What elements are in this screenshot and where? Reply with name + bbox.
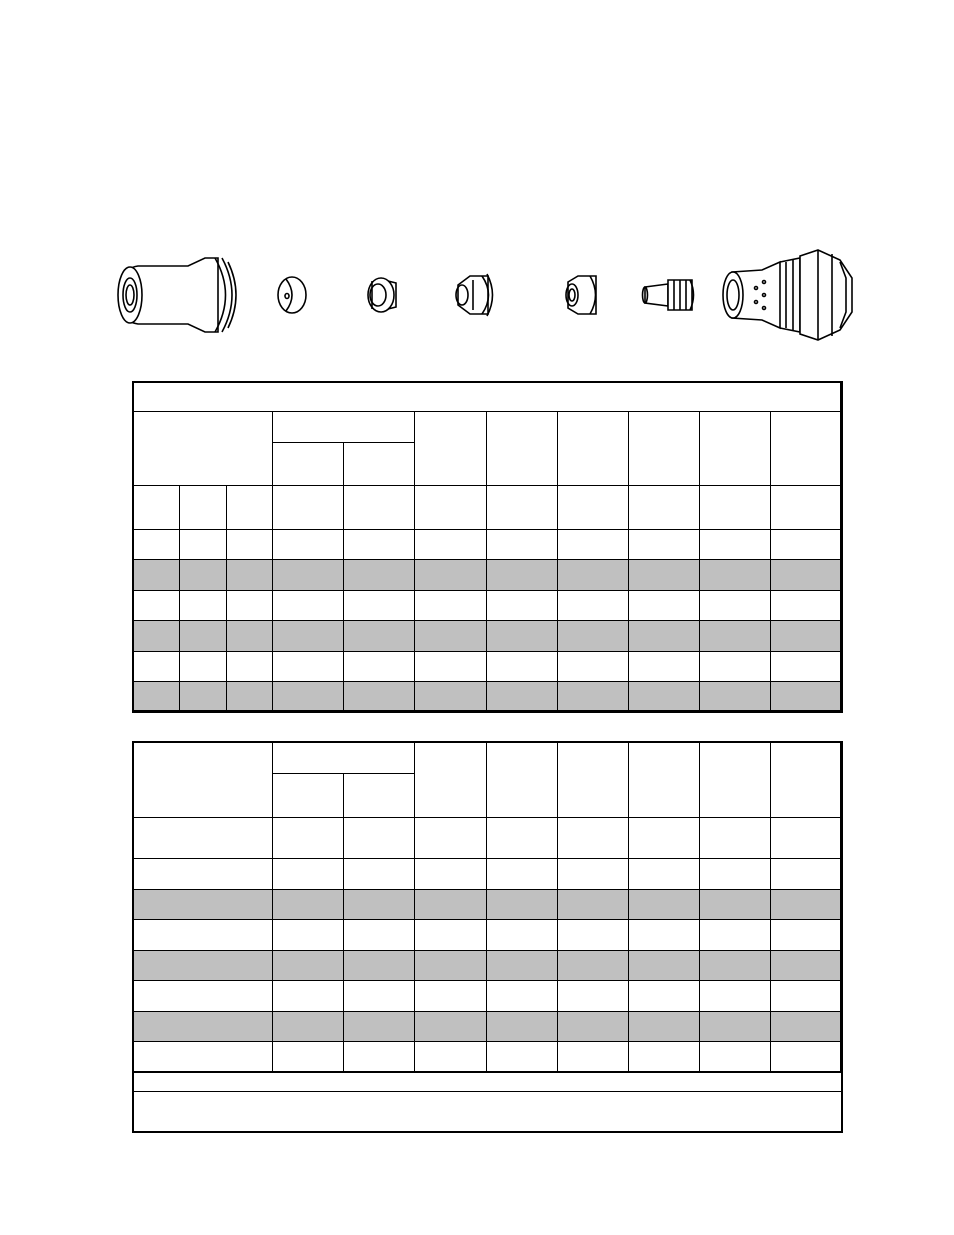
- header-cell: [414, 742, 486, 817]
- table-title: [133, 382, 842, 411]
- table-cell: [628, 559, 699, 590]
- table-cell: [133, 980, 272, 1011]
- consumable-parts-illustration: [0, 0, 954, 360]
- table-cell: [770, 651, 841, 681]
- torch-head-drawing: [723, 250, 852, 340]
- header-cell: [699, 411, 770, 485]
- table-cell: [272, 651, 343, 681]
- table-cell: [414, 620, 486, 651]
- header-cell: [272, 442, 343, 485]
- header-cell: [557, 742, 628, 817]
- table-cell: [226, 559, 272, 590]
- header-cell: [343, 485, 414, 529]
- table-cell: [179, 590, 226, 620]
- table-title-row: [133, 382, 842, 411]
- table-cell: [628, 817, 699, 858]
- table-row-shaded: [133, 620, 842, 651]
- table-cell: [343, 889, 414, 919]
- table-cell: [226, 529, 272, 559]
- table-cell: [770, 681, 841, 711]
- table-cell: [486, 529, 557, 559]
- table-cell: [699, 559, 770, 590]
- shield-cap-drawing: [118, 258, 236, 332]
- table-cell: [557, 919, 628, 950]
- header-row: [133, 742, 842, 773]
- header-cell: [770, 411, 841, 485]
- table-cell: [272, 889, 343, 919]
- header-cell: [699, 485, 770, 529]
- table-cell: [699, 590, 770, 620]
- table-cell: [770, 950, 841, 980]
- table-cell: [343, 651, 414, 681]
- table-cell: [133, 817, 272, 858]
- header-cell: [699, 742, 770, 817]
- table-cell: [414, 889, 486, 919]
- table-cell: [133, 559, 179, 590]
- lower-specification-table: [132, 741, 843, 1073]
- table-cell: [770, 559, 841, 590]
- table-cell: [486, 559, 557, 590]
- header-cell: [272, 773, 343, 817]
- table-cell: [272, 559, 343, 590]
- table-cell: [272, 858, 343, 889]
- table-cell: [770, 889, 841, 919]
- table-cell: [272, 1041, 343, 1072]
- table-cell: [486, 590, 557, 620]
- header-cell: [486, 485, 557, 529]
- header-cell: [133, 485, 179, 529]
- note-row-2: [133, 1092, 842, 1132]
- table-cell: [179, 681, 226, 711]
- table-cell: [628, 529, 699, 559]
- table-row-shaded: [133, 889, 842, 919]
- table-cell: [179, 651, 226, 681]
- table-cell: [628, 858, 699, 889]
- header-cell: [770, 485, 841, 529]
- table-cell: [557, 681, 628, 711]
- table-cell: [133, 620, 179, 651]
- table-cell: [699, 817, 770, 858]
- table-cell: [486, 950, 557, 980]
- table-cell: [699, 529, 770, 559]
- table-row: [133, 590, 842, 620]
- table-cell: [179, 620, 226, 651]
- table-cell: [343, 858, 414, 889]
- table-cell: [699, 980, 770, 1011]
- electrode-drawing: [643, 280, 694, 310]
- table-cell: [699, 858, 770, 889]
- table-cell: [699, 651, 770, 681]
- header-cell: [133, 742, 272, 817]
- note-row-1: [133, 1073, 842, 1092]
- table-cell: [179, 529, 226, 559]
- header-cell: [414, 485, 486, 529]
- table-row-shaded: [133, 559, 842, 590]
- table-cell: [343, 1041, 414, 1072]
- table-cell: [414, 1011, 486, 1041]
- header-row: [133, 485, 842, 529]
- table-cell: [272, 1011, 343, 1041]
- header-cell: [343, 773, 414, 817]
- table-cell: [557, 817, 628, 858]
- table-cell: [770, 620, 841, 651]
- upper-specification-table: [132, 381, 843, 713]
- table-cell: [699, 1011, 770, 1041]
- table-cell: [272, 980, 343, 1011]
- header-cell: [226, 485, 272, 529]
- table-cell: [557, 889, 628, 919]
- table-row-shaded: [133, 950, 842, 980]
- header-cell: [414, 411, 486, 485]
- header-cell: [272, 485, 343, 529]
- table-cell: [770, 529, 841, 559]
- header-cell: [770, 742, 841, 817]
- table-cell: [343, 590, 414, 620]
- header-cell: [272, 742, 414, 773]
- table-cell: [343, 980, 414, 1011]
- table-cell: [699, 889, 770, 919]
- table-cell: [414, 590, 486, 620]
- table-row: [133, 1041, 842, 1072]
- table-cell: [628, 950, 699, 980]
- table-cell: [486, 858, 557, 889]
- retaining-cap-drawing: [368, 278, 396, 312]
- table-cell: [272, 681, 343, 711]
- table-cell: [628, 590, 699, 620]
- table-cell: [486, 889, 557, 919]
- table-cell: [414, 817, 486, 858]
- table-cell: [699, 1041, 770, 1072]
- table-cell: [414, 681, 486, 711]
- table-cell: [486, 817, 557, 858]
- table-cell: [414, 529, 486, 559]
- table-cell: [486, 919, 557, 950]
- table-cell: [343, 919, 414, 950]
- table-cell: [343, 1011, 414, 1041]
- table-cell: [557, 950, 628, 980]
- header-cell: [133, 411, 272, 485]
- header-cell: [557, 411, 628, 485]
- table-cell: [557, 1041, 628, 1072]
- table-cell: [557, 590, 628, 620]
- table-cell: [486, 1041, 557, 1072]
- table-row: [133, 529, 842, 559]
- table-row: [133, 980, 842, 1011]
- table-cell: [272, 590, 343, 620]
- header-cell: [272, 411, 414, 442]
- table-cell: [414, 559, 486, 590]
- table-cell: [272, 529, 343, 559]
- table-cell: [133, 889, 272, 919]
- table-cell: [133, 919, 272, 950]
- table-cell: [557, 559, 628, 590]
- table-cell: [226, 681, 272, 711]
- header-row: [133, 817, 842, 858]
- table-cell: [557, 858, 628, 889]
- table-row: [133, 651, 842, 681]
- table-cell: [343, 529, 414, 559]
- table-cell: [557, 529, 628, 559]
- table-cell: [770, 858, 841, 889]
- header-cell: [628, 411, 699, 485]
- table-cell: [272, 817, 343, 858]
- header-cell: [628, 485, 699, 529]
- table-cell: [486, 980, 557, 1011]
- table-cell: [628, 1041, 699, 1072]
- nozzle-drawing: [566, 276, 596, 314]
- table-cell: [226, 590, 272, 620]
- table-cell: [133, 590, 179, 620]
- table-cell: [557, 620, 628, 651]
- table-row-shaded: [133, 681, 842, 711]
- table-cell: [414, 651, 486, 681]
- header-cell: [557, 485, 628, 529]
- table-cell: [557, 980, 628, 1011]
- table-cell: [226, 651, 272, 681]
- table-cell: [133, 529, 179, 559]
- table-cell: [226, 620, 272, 651]
- table-cell: [414, 980, 486, 1011]
- table-cell: [133, 681, 179, 711]
- table-cell: [628, 620, 699, 651]
- table-cell: [343, 950, 414, 980]
- table-cell: [628, 1011, 699, 1041]
- table-cell: [133, 950, 272, 980]
- table-cell: [486, 620, 557, 651]
- table-cell: [699, 681, 770, 711]
- table-cell: [133, 858, 272, 889]
- table-cell: [343, 620, 414, 651]
- table-cell: [770, 817, 841, 858]
- table-cell: [699, 950, 770, 980]
- header-row: [133, 411, 842, 442]
- header-cell: [486, 742, 557, 817]
- table-cell: [272, 620, 343, 651]
- table-row: [133, 919, 842, 950]
- header-cell: [628, 742, 699, 817]
- shield-drawing: [456, 274, 493, 316]
- table-cell: [557, 651, 628, 681]
- table-cell: [628, 681, 699, 711]
- table-cell: [486, 651, 557, 681]
- table-cell: [343, 817, 414, 858]
- table-cell: [486, 1011, 557, 1041]
- header-cell: [343, 442, 414, 485]
- table-cell: [133, 1041, 272, 1072]
- table-cell: [414, 858, 486, 889]
- table-cell: [770, 1041, 841, 1072]
- table-cell: [133, 651, 179, 681]
- table-cell: [628, 919, 699, 950]
- table-cell: [770, 590, 841, 620]
- table-cell: [628, 651, 699, 681]
- table-cell: [414, 919, 486, 950]
- table-cell: [770, 919, 841, 950]
- table-cell: [628, 889, 699, 919]
- table-cell: [343, 681, 414, 711]
- table-cell: [770, 1011, 841, 1041]
- table-cell: [699, 919, 770, 950]
- table-cell: [628, 980, 699, 1011]
- table-cell: [486, 681, 557, 711]
- table-cell: [272, 919, 343, 950]
- table-cell: [272, 950, 343, 980]
- deflector-drawing: [278, 277, 306, 313]
- table-cell: [770, 980, 841, 1011]
- header-cell: [179, 485, 226, 529]
- table-cell: [179, 559, 226, 590]
- table-cell: [133, 1011, 272, 1041]
- header-cell: [486, 411, 557, 485]
- table-cell: [414, 950, 486, 980]
- table-row: [133, 858, 842, 889]
- table-row-shaded: [133, 1011, 842, 1041]
- table-cell: [557, 1011, 628, 1041]
- table-cell: [699, 620, 770, 651]
- table-cell: [343, 559, 414, 590]
- table-cell: [414, 1041, 486, 1072]
- notes-table: [132, 1072, 843, 1133]
